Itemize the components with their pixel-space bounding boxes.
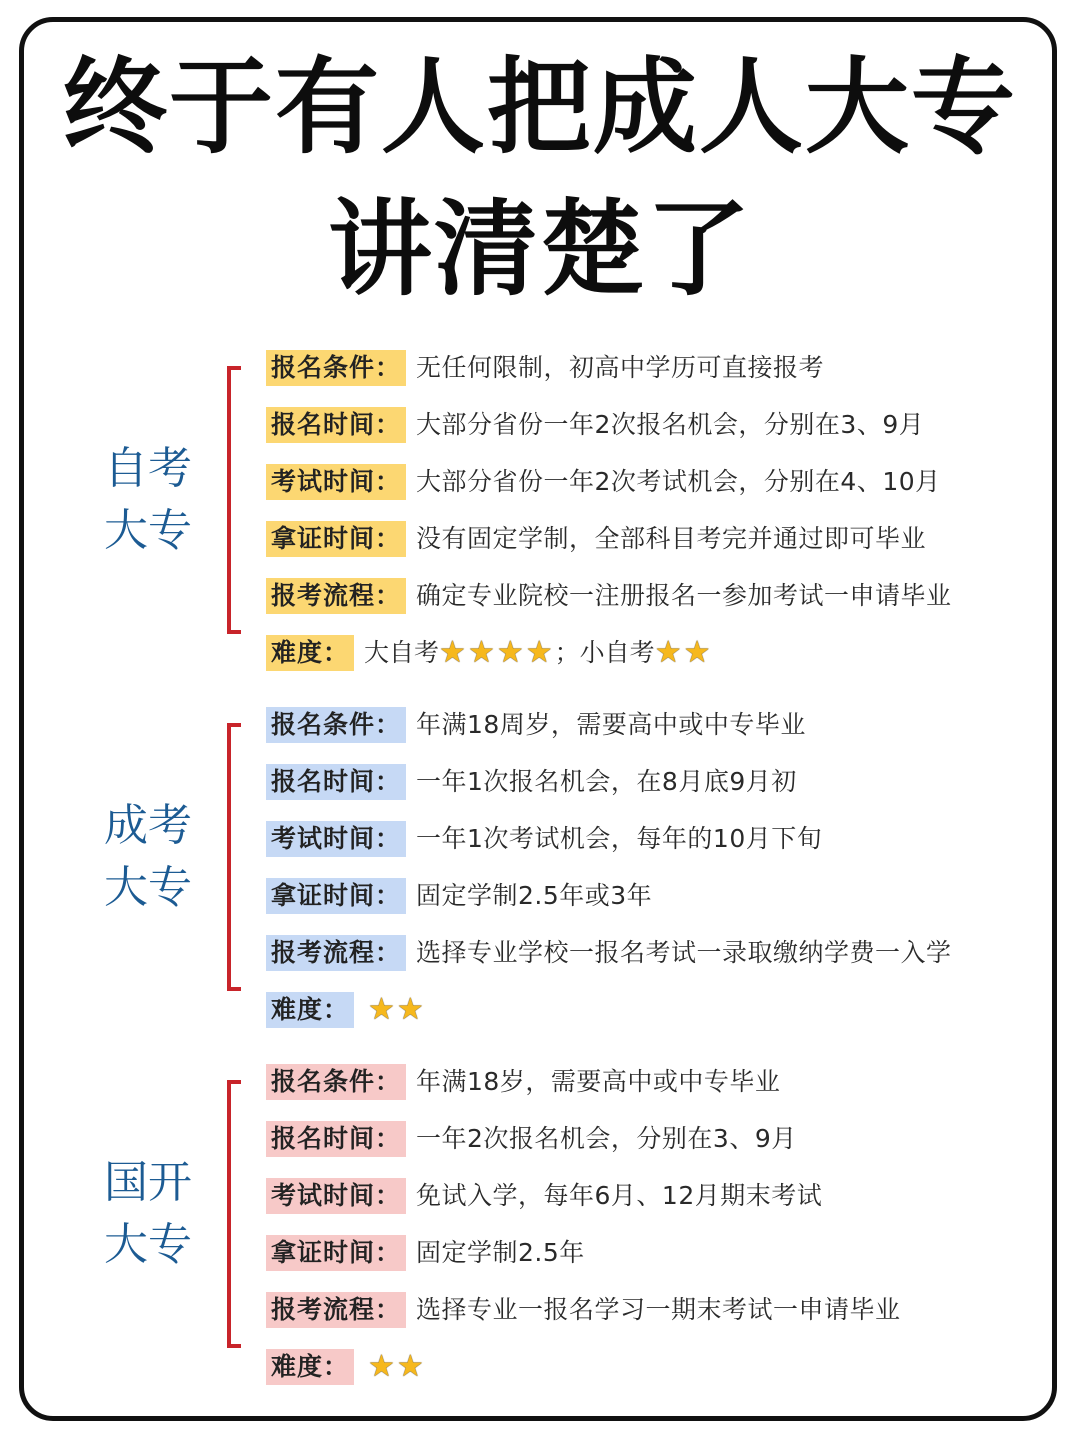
difficulty-separator: ； [554, 638, 580, 667]
row-value: 确定专业院校一注册报名一参加考试一申请毕业 [416, 581, 952, 610]
row-key: 报名条件： [266, 350, 406, 386]
row-value: 大部分省份一年2次报名机会，分别在3、9月 [416, 410, 925, 439]
row-key: 考试时间： [266, 821, 406, 857]
row-key: 报考流程： [266, 578, 406, 614]
section-label [98, 1152, 198, 1276]
row-key: 报名条件： [266, 1064, 406, 1100]
info-row-exam-time [266, 1172, 822, 1220]
title-line-1: 终于有人把成人大专 [62, 46, 1017, 168]
info-row-process [266, 572, 952, 620]
info-row-process [266, 1286, 901, 1334]
row-value: 年满18岁，需要高中或中专毕业 [416, 1067, 781, 1096]
star-icon: ★ [467, 635, 495, 670]
row-key: 考试时间： [266, 1178, 406, 1214]
star-icon: ★ [496, 635, 524, 670]
star-icon: ★ [368, 992, 395, 1027]
row-key: 报考流程： [266, 1292, 406, 1328]
row-value: 一年1次报名机会，在8月底9月初 [416, 767, 797, 796]
section-bracket [227, 366, 241, 634]
row-value: 选择专业一报名学习一期末考试一申请毕业 [416, 1295, 901, 1324]
info-row-certificate-time [266, 1229, 585, 1277]
info-row-condition [266, 1058, 780, 1106]
row-key: 拿证时间： [266, 1235, 406, 1271]
section-label [98, 795, 198, 919]
star-icon: ★ [396, 1349, 424, 1384]
section-label [98, 438, 198, 562]
section-bracket [227, 1080, 241, 1348]
star-icon: ★ [396, 992, 424, 1027]
row-value: 没有固定学制，全部科目考完并通过即可毕业 [416, 524, 927, 553]
section-label-line-2: 大专 [104, 1219, 192, 1270]
row-value: 无任何限制，初高中学历可直接报考 [416, 353, 825, 382]
row-value: 年满18周岁，需要高中或中专毕业 [416, 710, 806, 739]
row-key: 报名时间： [266, 764, 406, 800]
row-value: 一年2次报名机会，分别在3、9月 [416, 1124, 797, 1153]
info-row-signup-time [266, 401, 924, 449]
section-label-line-2: 大专 [104, 862, 192, 913]
star-icon: ★ [654, 635, 682, 670]
difficulty-small-label: 小自考 [579, 638, 655, 667]
row-key: 难度： [266, 635, 354, 671]
info-row-exam-time [266, 458, 941, 506]
row-key: 报名时间： [266, 407, 406, 443]
row-key: 报名条件： [266, 707, 406, 743]
difficulty-big-label: 大自考 [364, 638, 440, 667]
section-label-line-2: 大专 [104, 505, 192, 556]
row-key: 拿证时间： [266, 878, 406, 914]
row-value: 固定学制2.5年 [416, 1238, 585, 1267]
star-icon: ★ [683, 635, 711, 670]
row-key: 拿证时间： [266, 521, 406, 557]
row-key: 报名时间： [266, 1121, 406, 1157]
star-icon: ★ [525, 635, 553, 670]
info-row-certificate-time [266, 872, 652, 920]
section-label-line-1: 成考 [104, 800, 192, 851]
row-key: 难度： [266, 1349, 354, 1385]
star-icon: ★ [368, 1349, 395, 1384]
section-label-line-1: 国开 [104, 1157, 192, 1208]
info-row-signup-time [266, 1115, 797, 1163]
row-key: 难度： [266, 992, 354, 1028]
info-row-process [266, 929, 952, 977]
info-row-condition [266, 701, 806, 749]
info-row-signup-time [266, 758, 797, 806]
row-value: 免试入学，每年6月、12月期末考试 [416, 1181, 823, 1210]
row-key: 考试时间： [266, 464, 406, 500]
row-value: 一年1次考试机会，每年的10月下旬 [416, 824, 823, 853]
row-value: 选择专业学校一报名考试一录取缴纳学费一入学 [416, 938, 952, 967]
row-key: 报考流程： [266, 935, 406, 971]
title-line-2: 讲清楚了 [327, 188, 752, 310]
info-row-difficulty [266, 986, 426, 1034]
section-bracket [227, 723, 241, 991]
row-value: 大部分省份一年2次考试机会，分别在4、10月 [416, 467, 941, 496]
star-icon: ★ [439, 635, 466, 670]
info-row-condition [266, 344, 824, 392]
section-label-line-1: 自考 [104, 443, 192, 494]
info-row-exam-time [266, 815, 822, 863]
info-row-difficulty [266, 629, 713, 677]
row-value: 固定学制2.5年或3年 [416, 881, 653, 910]
info-row-difficulty [266, 1343, 426, 1391]
info-row-certificate-time [266, 515, 926, 563]
